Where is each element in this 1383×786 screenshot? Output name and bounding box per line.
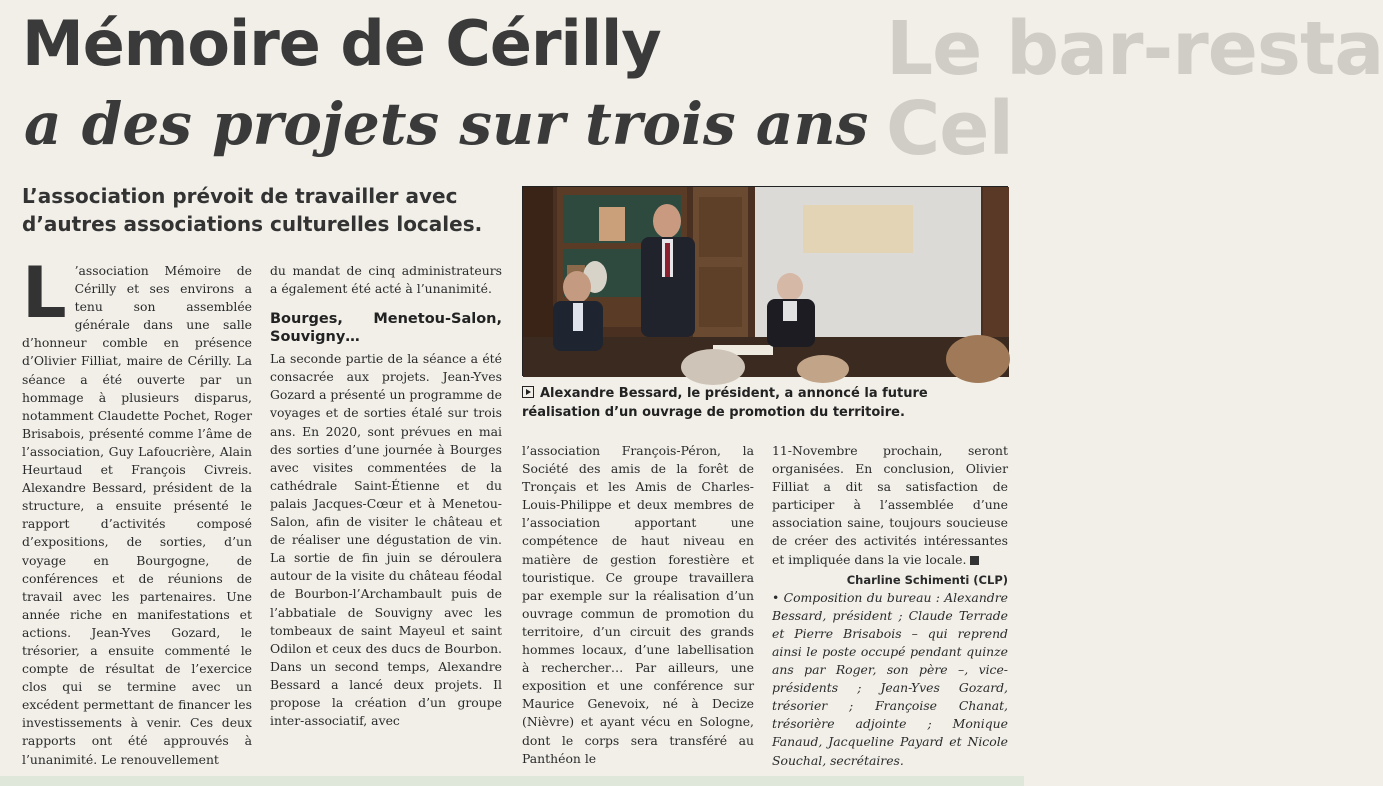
text-column-4 [772,442,1008,770]
adjacent-headline-2: Cel [886,86,1013,172]
page-bottom-band [0,776,1024,786]
body-text-col4: 11-Novembre prochain, seront organisées. En conclusion, Olivier Filliat a dit sa satisfaction de participer à l’assemblée d’une association saine, toujours soucieuse de créer des activités intéressantes et impliquée dans la vie locale. [772,443,1008,567]
headline-main: Mémoire de Cérilly [22,7,661,80]
adjacent-headline: Le bar-resta [886,6,1383,92]
body-text-col2-intro: du mandat de cinq administrateurs a également été acté à l’unanimité. [270,263,502,297]
text-column-1 [22,252,252,769]
photo-caption [522,384,1008,422]
text-column-3 [522,442,754,768]
article-lede: L’association prévoit de travailler avec d’autres associations culturelles locales. [22,184,483,236]
caption-text: Alexandre Bessard, le président, a annoncé la future réalisation d’un ouvrage de promotion du territoire. [522,386,928,420]
board-composition: • Composition du bureau : Alexandre Bessard, président ; Claude Terrade et Pierre Brisabois – qui reprend ainsi le poste occupé pendant quinze ans par Roger, son père –, vice-présidents ; Jean-Yves Gozard, trésorier ; Françoise Chanat, trésorière adjointe ; Monique Fanaud, Jacqueline Payard et Nicole Souchal, secrétaires. [772,589,1008,768]
drop-cap: L [22,252,67,334]
body-text-col3: l’association François-Péron, la Société des amis de la forêt de Tronçais et les Amis de Charles-Louis-Philippe et deux membres de l’association apportant une compétence de haut niveau en matière de gestion forestière et touristique. Ce groupe travaillera par exemple sur la réalisation d’un ouvrage commun de promotion du territoire, d’un circuit des grands hommes locaux, d’une labellisation à rechercher… Par ailleurs, une exposition et une conférence sur Maurice Genevoix, né à Decize (Nièvre) et ayant vécu en Sologne, dont le corps sera transféré au Panthéon le [522,443,754,766]
section-subheading: Bourges, Menetou-Salon, Souvigny… [270,311,502,346]
text-column-2 [270,262,502,730]
photo-illustration [523,187,1009,377]
author-signature: Charline Schimenti (CLP) [846,572,1008,587]
article-photo [522,186,1008,376]
body-text-col2: La seconde partie de la séance a été consacrée aux projets. Jean-Yves Gozard a présenté un programme de voyages et de sorties étalé sur trois ans. En 2020, sont prévues en mai des sorties d’une journée à Bourges avec visites commentées de la cathédrale Saint-Étienne et du palais Jacques-Cœur et à Menetou-Salon, afin de visiter le château et de réaliser une dégustation de vin. La sortie de fin juin se déroulera autour de la visite du château féodal de Bourbon-l’Archambault puis de l’abbatiale de Souvigny avec les tombeaux de saint Mayeul et saint Odilon et ceux des ducs de Bourbon. Dans un second temps, Alexandre Bessard a lancé deux projets. Il propose la création d’un groupe inter-associatif, avec [270,351,502,729]
caption-arrow-icon [522,386,534,398]
body-text-col1: ’association Mémoire de Cérilly et ses environs a tenu son assemblée générale dans une salle d’honneur comble en présence d’Olivier Filliat, maire de Cérilly. La séance a été ouverte par un hommage à plusieurs disparus, notamment Claudette Pochet, Roger Brisabois, présenté comme l’âme de l’association, Guy Lafoucrière, Alain Heurtaud et François Civreis. Alexandre Bessard, président de la structure, a ensuite présenté le rapport d’activités composé d’expositions, de sorties, d’un voyage en Bourgogne, de conférences et de réunions de travail avec les partenaires. Une année riche en manifestations et actions. Jean-Yves Gozard, le trésorier, a ensuite commenté le compte de résultat de l’exercice clos qui se termine avec un excédent permettant de financer les investissements à venir. Ces deux rapports ont été approuvés à l’unanimité. Le renouvellement [22,263,252,767]
end-square-icon [970,556,979,565]
headline-italic: a des projets sur trois ans [24,90,869,158]
